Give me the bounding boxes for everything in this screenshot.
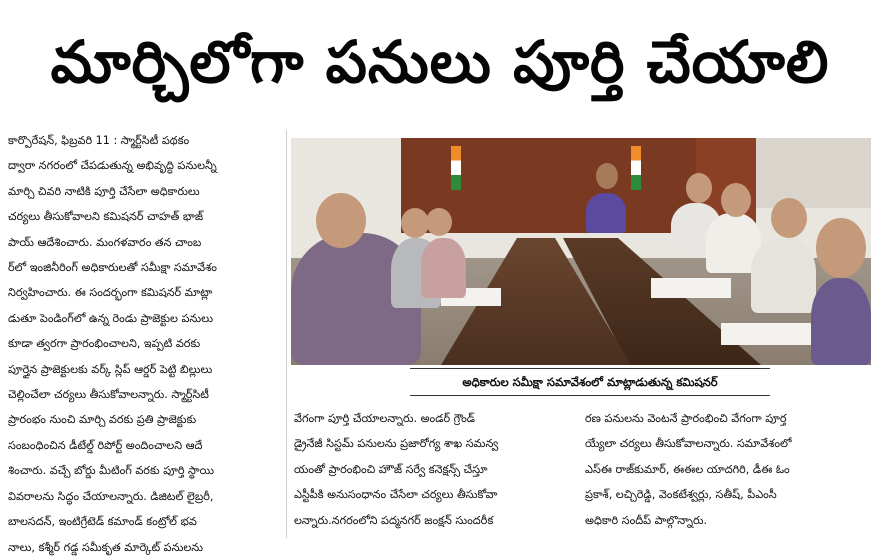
- article-line: కార్పొరేషన్, ఫిబ్రవరి 11 : స్మార్ట్‌సిటీ పథకం: [8, 134, 190, 147]
- article-line: సంబంధించిన డీటేల్డ్ రిపోర్ట్ అందించాలని ఆదే: [8, 438, 203, 452]
- article-left-column: [8, 128, 280, 554]
- article-line: చర్యలు తీసుకోవాలని కమిషనర్ చాహత్ భాజ్: [8, 210, 204, 224]
- article-line: మార్చి చివరి నాటికి పూర్తి చేసేలా అధికారులు: [8, 184, 200, 198]
- article-line: ప్రకాశ్, లచ్చిరెడ్డి, వెంకటేశ్వర్లు, సతీష్, పీఎంసీ: [585, 488, 777, 502]
- article-line: ప్రారంభం నుంచి మార్చి వరకు ప్రతి ప్రాజెక్టుకు: [8, 413, 197, 427]
- article-line: అధికారి సందీప్ పాల్గొన్నారు.: [585, 513, 708, 527]
- article-line: శించారు. వచ్చే బోర్డు మీటింగ్ వరకు పూర్తి స్థాయి: [8, 464, 214, 478]
- article-line: ద్వారా నగరంలో చేపడుతున్న అభివృద్ధి పనులన్నీ: [8, 159, 217, 173]
- article-line: యంతో ప్రారంభించి హౌజ్ సర్వే కనెక్షన్స్ చేస్తూ: [294, 462, 488, 476]
- column-divider: [286, 130, 287, 538]
- article-line: వేగంగా పూర్తి చేయాలన్నారు. అండర్ గ్రౌండ్: [294, 412, 476, 425]
- article-line: బాలసదన్, ఇంటిగ్రేటెడ్ కమాండ్ కంట్రోల్ భవ: [8, 515, 197, 529]
- article-line: లన్నారు.నగరంలోని పద్మనగర్ జంక్షన్ సుందరీక: [294, 513, 494, 527]
- article-line: ర్‌లో ఇంజినీరింగ్ అధికారులతో సమీక్షా సమావేశం: [8, 261, 217, 275]
- article-line: ఎస్టీపీకి అనుసంధానం చేసేలా చర్యలు తీసుకోవా: [294, 488, 498, 502]
- article-line: నాలు, కశ్మీర్ గడ్డ సమీకృత మార్కెట్ పనులను: [8, 540, 203, 554]
- photo-caption: అధికారుల సమీక్షా సమావేశంలో మాట్లాడుతున్న కమిషనర్: [462, 375, 718, 389]
- article-line: కూడా త్వరగా ప్రారంభించాలని, ఇప్పటి వరకు: [8, 337, 201, 351]
- article-line: నిర్వహించారు. ఈ సందర్భంగా కమిషనర్ మాట్లా: [8, 286, 213, 300]
- article-middle-column: [294, 406, 576, 538]
- article-line: చెల్లించేలా చర్యలు తీసుకోవాలన్నారు. స్మార్ట్‌సిటీ: [8, 388, 209, 402]
- headline: మార్చిలోగా పనులు పూర్తి చేయాలి: [50, 28, 830, 96]
- article-line: డుతూ పెండింగ్‌లో ఉన్న రెండు ప్రాజెక్టుల పనులు: [8, 311, 213, 325]
- caption-rule-top: [410, 368, 770, 369]
- article-line: ఎస్ఈ రాజ్‌కుమార్, ఈఈల యాదగిరి, డీఈ ఓం: [585, 462, 790, 476]
- article-line: పాయ్ ఆదేశించారు. మంగళవారం తన చాంబ: [8, 235, 202, 249]
- article-line: పూర్తైన ప్రాజెక్టులకు వర్క్ స్లిప్ ఆర్డర్ పెట్టి బిల్లులు: [8, 362, 213, 376]
- article-line: రణ పనులను వెంటనే ప్రారంభించి వేగంగా పూర్త: [585, 412, 787, 425]
- article-line: వివరాలను సిద్ధం చేయాలన్నారు. డిజిటల్ లైబ్రరీ,: [8, 489, 214, 503]
- article-line: య్యేలా చర్యలు తీసుకోవాలన్నారు. సమావేశంలో: [585, 437, 792, 451]
- caption-rule-bottom: [410, 395, 770, 396]
- article-line: డ్రైనేజీ సిస్టమ్ పనులను ప్రజారోగ్య శాఖ సమన్వ: [294, 437, 499, 451]
- news-photo: [291, 138, 871, 365]
- article-right-column: [585, 406, 875, 538]
